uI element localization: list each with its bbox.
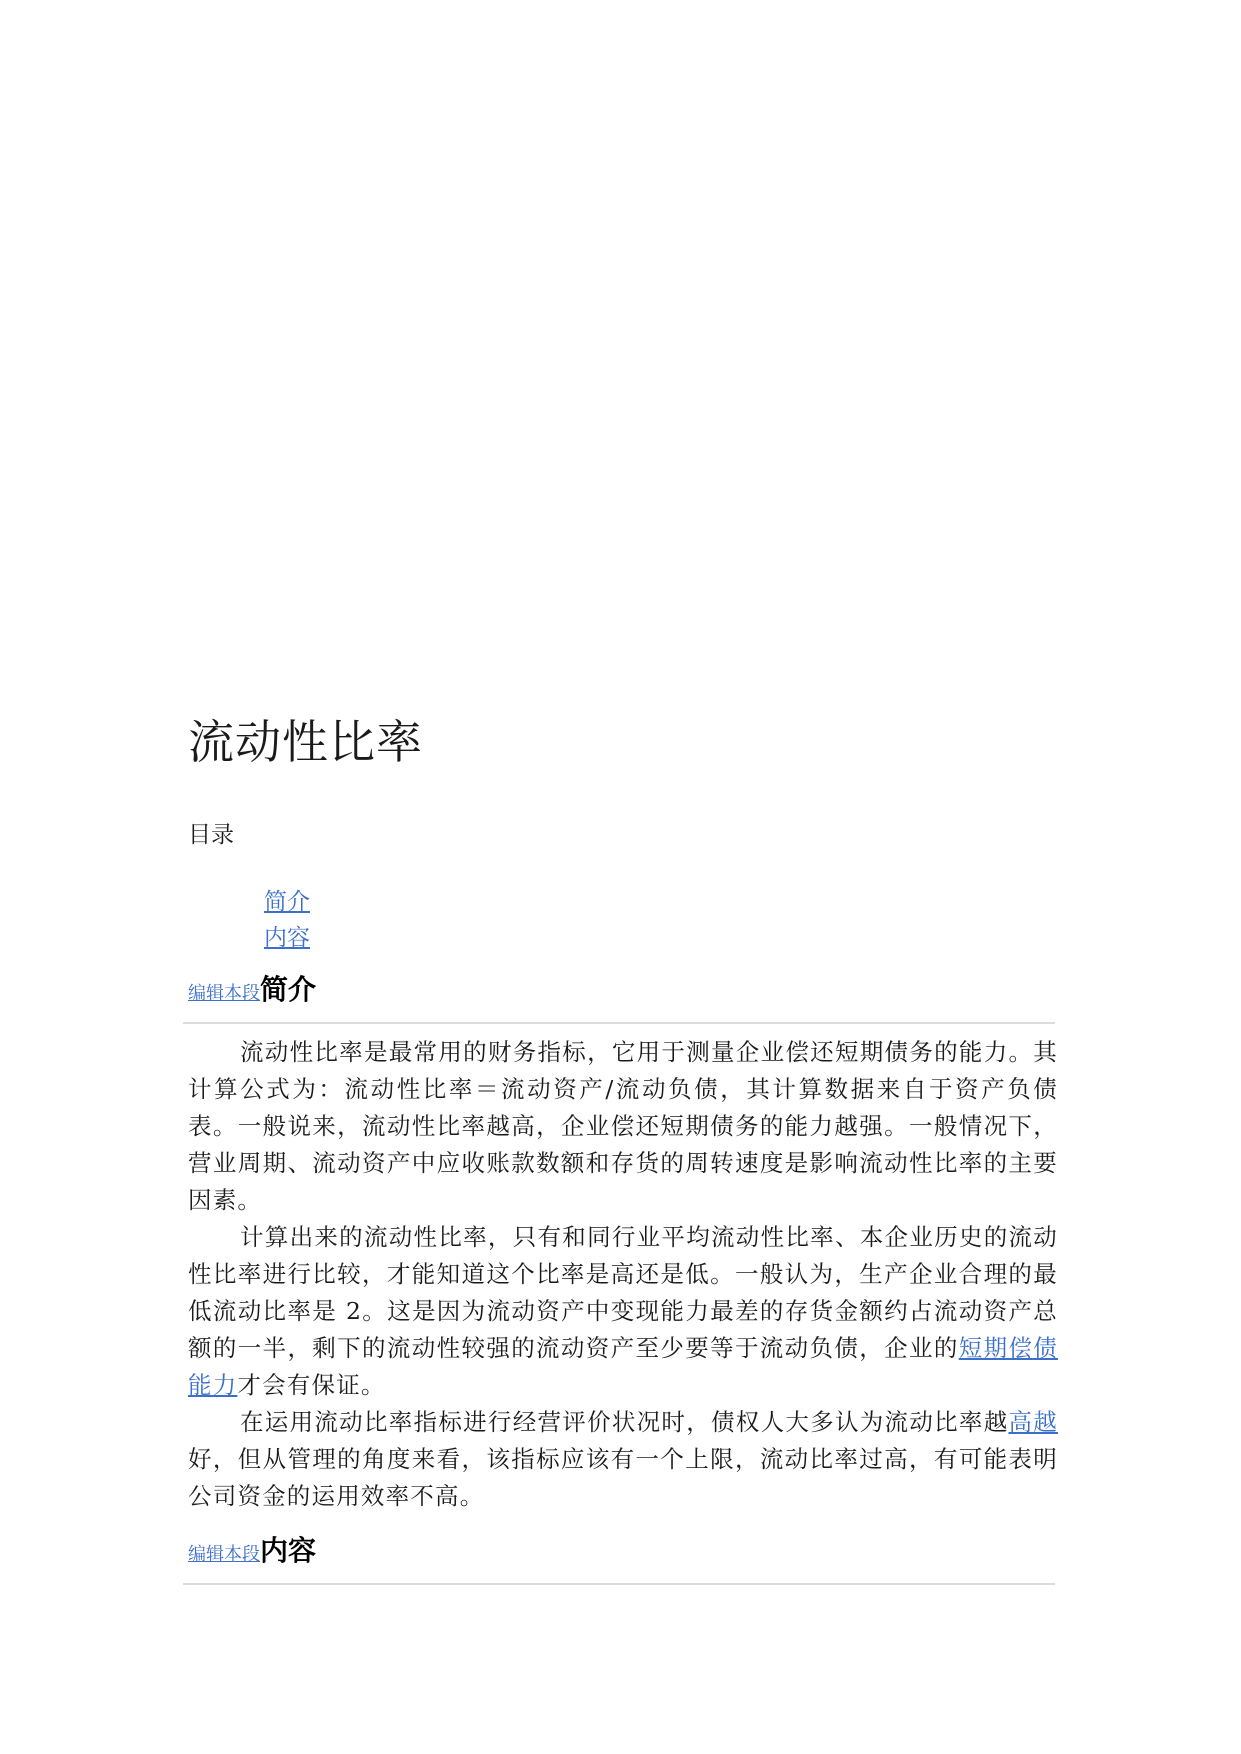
section-body-intro [188,1034,1058,1515]
paragraph-text: 好，但从管理的角度来看，该指标应该有一个上限，流动比率过高，有可能表明公司资金的运用效率不高。 [188,1445,1058,1510]
section-title: 简介 [260,973,317,1006]
paragraph [188,1219,1058,1404]
section-title: 内容 [260,1534,317,1567]
higher-link[interactable]: 高越 [1008,1408,1058,1436]
edit-section-link[interactable]: 编辑本段 [188,1544,260,1565]
short-term-solvency-link[interactable]: 短期偿债能力 [188,1334,1058,1399]
section-divider [183,1022,1055,1024]
toc-item-intro[interactable]: 简介 [264,889,310,915]
toc-list [264,884,1058,956]
edit-section-link[interactable]: 编辑本段 [188,983,260,1004]
paragraph: 流动性比率是最常用的财务指标，它用于测量企业偿还短期债务的能力。其计算公式为：流动性比率＝流动资产/流动负债，其计算数据来自于资产负债表。一般说来，流动性比率越高，企业偿还短期债务的能力越强。一般情况下，营业周期、流动资产中应收账款数额和存货的周转速度是影响流动性比率的主要因素。 [188,1038,1058,1214]
toc-item-content[interactable]: 内容 [264,925,310,951]
paragraph-text: 才会有保证。 [237,1371,386,1399]
section-divider [183,1583,1055,1585]
section-header-intro [188,968,1058,1008]
paragraph-text: 计算出来的流动性比率，只有和同行业平均流动性比率、本企业历史的流动性比率进行比较，才能知道这个比率是高还是低。一般认为，生产企业合理的最低流动比率是 2。这是因为流动资产中变现能力最差的存货金额约占流动资产总额的一半，剩下的流动性较强的流动资产至少要等于流动负债，企业的 [188,1223,1058,1362]
paragraph-text: 在运用流动比率指标进行经营评价状况时，债权人大多认为流动比率越 [240,1408,1009,1436]
section-header-content [188,1529,1058,1569]
document-page [188,712,1058,1585]
paragraph [188,1404,1058,1515]
page-title: 流动性比率 [188,715,423,769]
toc-label: 目录 [188,822,234,848]
